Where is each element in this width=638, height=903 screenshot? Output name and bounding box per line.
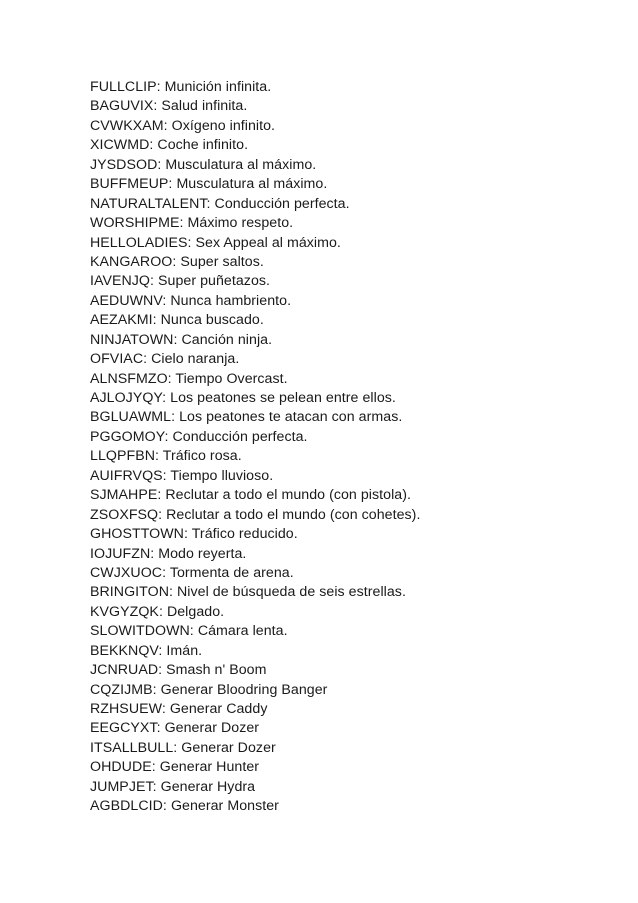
cheat-description: Musculatura al máximo. — [176, 176, 328, 193]
cheat-code: AGBDLCID: — [90, 798, 167, 815]
cheat-line — [90, 370, 420, 389]
cheat-description: Musculatura al máximo. — [165, 156, 317, 173]
cheat-code: AEDUWNV: — [90, 292, 167, 309]
cheat-description: Reclutar a todo el mundo (con pistola). — [165, 487, 411, 504]
cheat-code: AEZAKMI: — [90, 312, 157, 329]
cheat-description: Reclutar a todo el mundo (con cohetes). — [166, 506, 421, 523]
cheat-line — [90, 486, 420, 505]
cheat-code: BRINGITON: — [90, 584, 174, 601]
cheat-description: Cielo naranja. — [151, 351, 240, 368]
cheat-description: Super saltos. — [180, 253, 264, 270]
cheat-line — [90, 467, 420, 486]
cheat-line — [90, 622, 420, 641]
cheat-description: Super puñetazos. — [158, 273, 271, 290]
cheat-code: IAVENJQ: — [90, 273, 154, 290]
cheat-code: AJLOJYQY: — [90, 390, 167, 406]
cheat-description: Generar Dozer — [164, 720, 260, 737]
cheat-description: Nunca buscado. — [160, 312, 264, 329]
cheat-description: Tráfico rosa. — [162, 448, 242, 465]
cheat-code: BAGUVIX: — [90, 98, 158, 115]
cheat-description: Generar Bloodring Banger — [160, 681, 328, 698]
cheat-line — [90, 292, 420, 311]
cheat-code: OFVIAC: — [90, 351, 148, 368]
cheat-code: HELLOLADIES: — [90, 234, 192, 251]
cheat-description: Modo reyerta. — [158, 545, 247, 562]
cheat-line — [90, 78, 420, 97]
cheat-description: Los peatones te atacan con armas. — [179, 409, 403, 426]
cheat-description: Imán. — [166, 642, 203, 659]
cheat-line — [90, 564, 420, 583]
cheat-description: Generar Hunter — [159, 759, 260, 776]
cheat-code: ALNSFMZO: — [90, 370, 172, 387]
cheat-line — [90, 739, 420, 758]
cheat-code: FULLCLIP: — [90, 79, 161, 95]
cheat-line — [90, 331, 420, 350]
cheat-line — [90, 719, 420, 738]
cheat-line — [90, 428, 420, 447]
cheat-code: SJMAHPE: — [90, 487, 162, 504]
cheat-line — [90, 272, 420, 291]
cheat-code: EEGCYXT: — [90, 720, 161, 737]
cheat-code: WORSHIPME: — [90, 215, 184, 232]
cheat-description: Sex Appeal al máximo. — [195, 234, 341, 251]
cheat-line — [90, 681, 420, 700]
cheat-description: Conducción perfecta. — [214, 195, 350, 212]
cheat-code: BGLUAWML: — [90, 409, 176, 426]
cheat-line — [90, 642, 420, 661]
cheat-description: Generar Dozer — [181, 739, 276, 756]
cheat-line — [90, 311, 420, 330]
cheat-code: XICWMD: — [90, 137, 154, 154]
cheat-line — [90, 136, 420, 155]
cheat-code: OHDUDE: — [90, 759, 156, 776]
cheat-code: ITSALLBULL: — [90, 739, 178, 756]
cheat-description: Generar Caddy — [169, 701, 268, 717]
cheat-line — [90, 195, 420, 214]
cheat-description: Coche infinito. — [157, 137, 249, 154]
cheat-description: Los peatones se pelean entre ellos. — [170, 390, 396, 406]
cheat-description: Tráfico reducido. — [191, 526, 298, 543]
cheat-line — [90, 97, 420, 116]
cheat-description: Salud infinita. — [161, 98, 248, 115]
cheat-description: Munición infinita. — [164, 79, 272, 95]
cheat-line — [90, 603, 420, 622]
cheat-code: CVWKXAM: — [90, 117, 168, 134]
cheat-line — [90, 234, 420, 253]
cheat-description: Tiempo Overcast. — [175, 370, 288, 387]
cheat-code-list — [90, 78, 420, 817]
cheat-code: BUFFMEUP: — [90, 176, 173, 193]
cheat-description: Máximo respeto. — [187, 215, 294, 232]
cheat-line — [90, 525, 420, 544]
cheat-line — [90, 778, 420, 797]
cheat-code: CQZIJMB: — [90, 681, 157, 698]
cheat-code: NATURALTALENT: — [90, 195, 211, 212]
cheat-line — [90, 758, 420, 777]
cheat-line — [90, 700, 420, 719]
cheat-line — [90, 117, 420, 136]
cheat-code: JCNRUAD: — [90, 662, 163, 679]
cheat-description: Nunca hambriento. — [170, 292, 292, 309]
cheat-code: NINJATOWN: — [90, 331, 178, 348]
cheat-code: IOJUFZN: — [90, 545, 155, 562]
cheat-description: Canción ninja. — [181, 331, 273, 348]
cheat-line — [90, 506, 420, 525]
cheat-line — [90, 214, 420, 233]
cheat-line — [90, 175, 420, 194]
cheat-code: LLQPFBN: — [90, 448, 159, 465]
cheat-code: CWJXUOC: — [90, 564, 167, 581]
cheat-line — [90, 156, 420, 175]
cheat-description: Generar Monster — [170, 798, 279, 815]
cheat-line — [90, 253, 420, 272]
cheat-line — [90, 447, 420, 466]
cheat-description: Cámara lenta. — [197, 623, 288, 640]
cheat-description: Generar Hydra — [160, 778, 256, 795]
cheat-description: Nivel de búsqueda de seis estrellas. — [177, 584, 406, 601]
cheat-code: GHOSTTOWN: — [90, 526, 188, 543]
cheat-line — [90, 408, 420, 427]
cheat-line — [90, 389, 420, 408]
cheat-code: PGGOMOY: — [90, 428, 169, 445]
cheat-description: Tiempo lluvioso. — [170, 467, 274, 484]
cheat-code: ZSOXFSQ: — [90, 506, 163, 523]
cheat-description: Delgado. — [166, 603, 225, 620]
cheat-code: SLOWITDOWN: — [90, 623, 194, 640]
cheat-line — [90, 661, 420, 680]
cheat-line — [90, 797, 420, 816]
cheat-line — [90, 350, 420, 369]
cheat-code: JYSDSOD: — [90, 156, 162, 173]
cheat-code: BEKKNQV: — [90, 642, 163, 659]
cheat-description: Oxígeno infinito. — [171, 117, 276, 134]
cheat-code: AUIFRVQS: — [90, 467, 167, 484]
cheat-code: JUMPJET: — [90, 778, 157, 795]
cheat-code: KVGYZQK: — [90, 603, 163, 620]
cheat-line — [90, 583, 420, 602]
cheat-code: RZHSUEW: — [90, 701, 166, 717]
cheat-description: Conducción perfecta. — [172, 428, 308, 445]
cheat-description: Tormenta de arena. — [169, 564, 294, 581]
cheat-line — [90, 545, 420, 564]
cheat-code: KANGAROO: — [90, 253, 177, 270]
cheat-description: Smash n' Boom — [166, 662, 267, 679]
